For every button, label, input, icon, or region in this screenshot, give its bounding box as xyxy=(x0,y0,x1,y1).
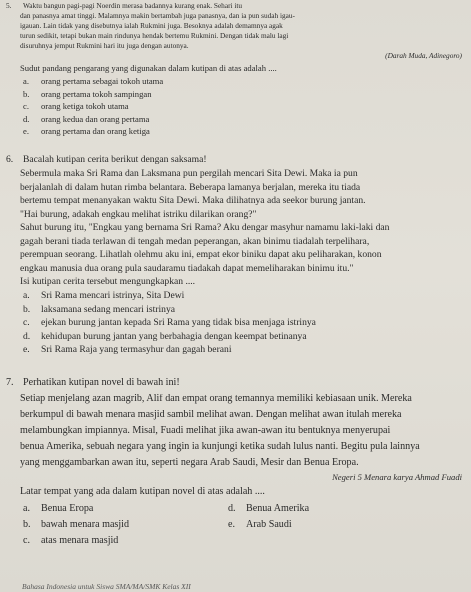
passage-line: turun sedikit, tetapi bukan main rindunya hendak bertemu Rukmini. Dengan tidak malu lagi xyxy=(20,32,289,40)
question-7 xyxy=(6,378,468,552)
question-intro: Bacalah kutipan cerita berikut dengan saksama! xyxy=(23,155,207,165)
question-text: Latar tempat yang ada dalam kutipan novel di atas adalah .... xyxy=(20,487,265,497)
question-number: 7. xyxy=(6,378,14,388)
option-c[interactable]: c. atas menara masjid xyxy=(23,536,119,546)
option-d[interactable]: d. Benua Amerika xyxy=(228,504,310,514)
passage-line: Sebermula maka Sri Rama dan Laksmana pun pergilah mencari Sita Dewi. Maka ia pun xyxy=(20,169,358,179)
passage-line: Waktu bangun pagi-pagi Noerdin merasa badannya kurang enak. Sehari itu xyxy=(23,2,243,10)
page-footer: Bahasa Indonesia untuk Siswa SMA/MA/SMK Kelas XII xyxy=(22,582,191,590)
passage-line: berkumpul di bawah menara masjid sambil melihat awan. Dengan melihat awan itulah mereka xyxy=(20,410,402,420)
passage-line: berjalanlah di dalam hutan rimba belantara. Beberapa lamanya berjalan, mereka itu tiada xyxy=(20,182,361,193)
passage-line: benua Amerika, sebuah negara yang ingin ia kunjungi ketika sudah lulus nanti. Begitu pula lainnya xyxy=(20,442,420,452)
passage-line: engkau manusia dua orang pula saudaramu tiadakah dapat memeliharakan binimu itu." xyxy=(20,263,354,274)
passage-credit: Negeri 5 Menara karya Ahmad Fuadi xyxy=(332,473,462,482)
option-d[interactable]: d. kehidupan burung jantan yang berbahagia dengan keempat betinanya xyxy=(23,331,307,342)
passage-line: igauan. Lain tidak yang disebutnya ialah Rukmini juga. Besoknya adalah demamnya agak xyxy=(20,22,283,30)
question-5 xyxy=(6,2,468,140)
question-number: 6. xyxy=(6,155,14,165)
passage-line: Sahut burung itu, "Engkau yang bernama Sri Rama? Aku dengar masyhur namamu laki-laki dan xyxy=(20,223,390,233)
option-a[interactable]: a. Sri Rama mencari istrinya, Sita Dewi xyxy=(23,291,185,301)
option-c[interactable]: c. ejekan burung jantan kepada Sri Rama yang tidak bisa menjaga istrinya xyxy=(23,318,316,328)
option-c[interactable]: c. orang ketiga tokoh utama xyxy=(23,102,129,111)
option-e[interactable]: e. Arab Saudi xyxy=(228,520,292,530)
passage-line: bertemu tempat menanyakan waktu Sita Dewi. Maka dilihatnya ada seekor burung jantan. xyxy=(20,196,366,206)
passage-line: Setiap menjelang azan magrib, Alif dan empat orang temannya memiliki kebiasaan unik. Mereka xyxy=(20,394,412,404)
passage-credit: (Darah Muda, Adinegoro) xyxy=(385,52,462,60)
passage-line: dan panasnya amat tinggi. Malamnya makin bertambah juga panasnya, dan ia pun sudah igau- xyxy=(20,12,295,20)
question-number: 5. xyxy=(6,2,12,10)
option-b[interactable]: b. orang pertama tokoh sampingan xyxy=(23,89,152,99)
passage-line: yang menggambarkan awan itu, seperti negara Arab Saudi, Mesir dan Benua Eropa. xyxy=(20,458,359,468)
option-a[interactable]: a. orang pertama sebagai tokoh utama xyxy=(23,77,164,86)
option-a[interactable]: a. Benua Eropa xyxy=(23,504,94,514)
option-e[interactable]: e. orang pertama dan orang ketiga xyxy=(23,127,150,136)
question-text: Isi kutipan cerita tersebut mengungkapkan .... xyxy=(20,277,196,287)
passage-line: melambungkan impiannya. Misal, Fuadi melihat jika awan-awan itu bentuknya menyerupai xyxy=(20,426,391,436)
passage-line: perempuan seorang. Lihatlah olehmu aku ini, empat ekor biniku dapat aku peliharakan, konon xyxy=(20,250,382,260)
option-d[interactable]: d. orang kedua dan orang pertama xyxy=(23,114,150,124)
option-b[interactable]: b. laksamana sedang mencari istrinya xyxy=(23,304,175,315)
question-intro: Perhatikan kutipan novel di bawah ini! xyxy=(23,378,180,388)
question-text: Sudut pandang pengarang yang digunakan dalam kutipan di atas adalah .... xyxy=(20,64,277,73)
passage-line: gagah berani tiada terlawan di tengah medan peperangan, akan binimu tiadalah terpelihara, xyxy=(20,236,370,247)
passage-line: disuruhnya jemput Rukmini hari itu juga dengan autonya. xyxy=(20,42,189,50)
option-b[interactable]: b. bawah menara masjid xyxy=(23,520,130,530)
option-e[interactable]: e. Sri Rama Raja yang termasyhur dan gagah berani xyxy=(23,345,232,355)
question-6 xyxy=(6,155,468,359)
passage-line: "Hai burung, adakah engkau melihat istriku dilarikan orang?" xyxy=(20,209,257,220)
